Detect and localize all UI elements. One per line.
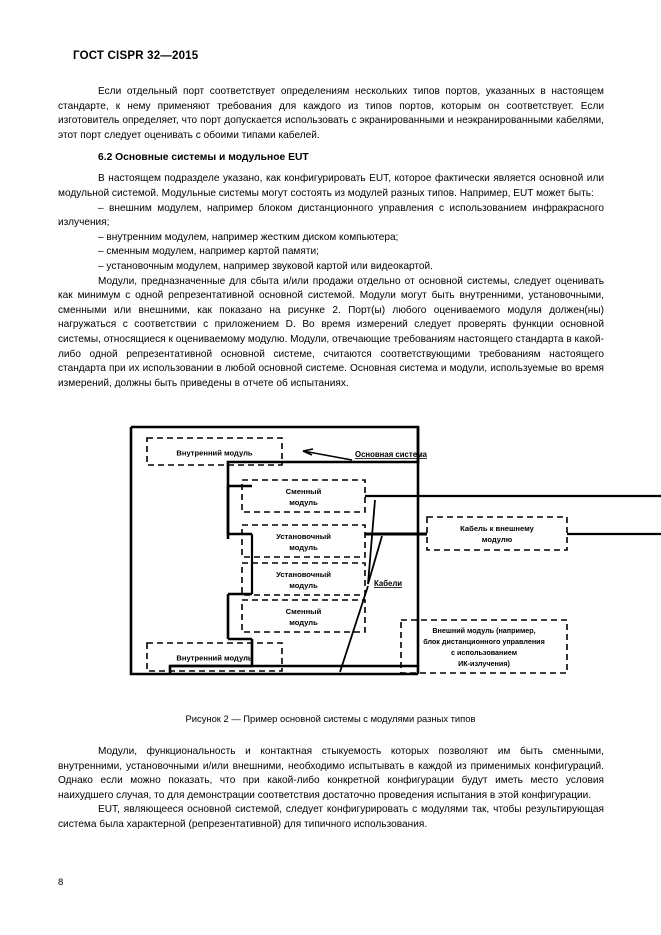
document-body-continued (58, 745, 604, 833)
page-header: ГОСТ CISPR 32—2015 (73, 50, 199, 62)
section-heading-6-2: 6.2 Основные системы и модульное EUT (98, 152, 309, 164)
paragraph-ports: Если отдельный порт соответствует определениям нескольких типов портов, указанных в настоящем стандарте, к нему применяют требования для каждого из типов портов, которым он соответствует. Если изготовитель определяет, что порт допускается использовать с экранированными и неэкранированными кабелями, этот порт следует оценивать с обоими типами кабелей. (58, 86, 604, 141)
box-cable-to-external (427, 517, 567, 550)
figure-2-diagram (0, 424, 661, 714)
box-internal-module-bottom-label: Внутренний модуль (176, 653, 253, 663)
box-installable-module-1 (242, 525, 365, 557)
box-external-module-line1: Внешний модуль (например, (432, 626, 536, 635)
document-body (58, 85, 604, 391)
figure-2 (0, 424, 661, 744)
paragraph-eut-host-system: EUT, являющееся основной системой, следует конфигурировать с модулями так, чтобы результирующая система была характерной (репрезентативной) для типичного использования. (58, 804, 604, 830)
box-external-module-line2: блок дистанционного управления (423, 637, 545, 646)
paragraph-module-configurations: Модули, функциональность и контактная стыкуемость которых позволяют им быть сменными, внутренними, установочными и/или внешними, необходимо испытывать в каждой из применимых конфигураций. Однако если можно показать, что при какой-либо конкретной конфигурации будут иметь место условия наихудшего случая, то для демонстрации соответствия достаточно проведения испытания в этой конфигурации. (58, 746, 604, 801)
box-installable-module-2 (242, 563, 365, 595)
list-item-external-module: – внешним модулем, например блоком дистанционного управления с использованием инфракрасного излучения; (58, 202, 604, 229)
label-host-system: Основная система (355, 450, 427, 459)
box-internal-module-top-label: Внутренний модуль (176, 448, 253, 458)
box-installable-module-2-line2: модуль (289, 581, 318, 590)
box-replaceable-module-top-line1: Сменный (285, 487, 322, 496)
host-boundary-left (131, 427, 418, 674)
box-replaceable-module-top-line2: модуль (289, 498, 318, 507)
label-cables: Кабели (374, 579, 403, 588)
page-number: 8 (58, 877, 64, 888)
box-cable-to-external-line1: Кабель к внешнему (460, 524, 534, 533)
box-replaceable-module-bottom-line2: модуль (289, 618, 318, 627)
box-replaceable-module-bottom-line1: Сменный (285, 607, 322, 616)
box-installable-module-1-line1: Установочный (276, 532, 331, 541)
box-installable-module-2-line1: Установочный (276, 570, 331, 579)
figure-2-caption: Рисунок 2 — Пример основной системы с модулями разных типов (185, 713, 476, 724)
box-installable-module-1-line2: модуль (289, 543, 318, 552)
box-replaceable-module-bottom (242, 600, 365, 632)
paragraph-modular-eut: В настоящем подразделе указано, как конфигурировать EUT, которое фактически является основной или модульной системой. Модульные системы могут состоять из модулей разных типов. Например, EUT может быть: (58, 173, 604, 199)
paragraph-module-assessment: Модули, предназначенные для сбыта и/или продажи отдельно от основной системы, следует оценивать как минимум с одной репрезентативной основной системой. Модули могут быть внутренними, установочными, сменными или внешними, как показано на рисунке 2. Порт(ы) любого оцениваемого модуля должен(ны) нагружаться с соответствии с приложением D. Во время измерений следует проверять функции основной системы, относящиеся к оцениваемому модулю. Модули, отвечающие требованиям настоящего стандарта в какой-либо одной репрезентативной основной системе, считаются соответствующими требованиям настоящего стандарта при их использовании в любой основной системе. Основная система и модули, используемые во время измерений, должны быть приведены в отчете об испытаниях. (58, 275, 604, 389)
list-item-installable-module: – установочным модулем, например звуковой картой или видеокартой. (98, 260, 433, 272)
leader-host-system (303, 451, 352, 460)
list-item-internal-module: – внутренним модулем, например жестким диском компьютера; (98, 231, 399, 243)
box-replaceable-module-top (242, 480, 365, 512)
leader-cables-3 (340, 586, 368, 672)
host-boundary-seg-a (131, 427, 418, 539)
box-external-module-line4: ИК-излучения) (458, 659, 510, 668)
list-item-replaceable-module: – сменным модулем, например картой памяти; (98, 246, 319, 258)
box-external-module-line3: с использованием (450, 648, 518, 657)
box-cable-to-external-line2: модулю (481, 535, 513, 544)
